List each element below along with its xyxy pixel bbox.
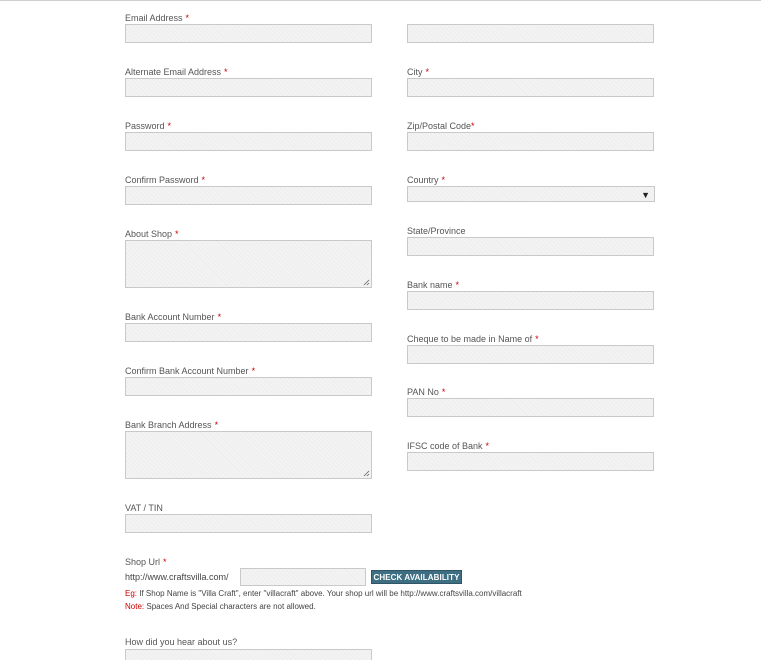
hear-about-label: How did you hear about us? [125,637,238,647]
pan-label: PAN No * [407,387,446,397]
dropdown-arrow-icon[interactable]: ▼ [641,190,650,200]
alternate-email-label: Alternate Email Address * [125,67,228,77]
zip-field[interactable] [407,132,654,151]
shop-url-input[interactable] [240,568,366,586]
vat-tin-field[interactable] [125,514,372,533]
bank-branch-label: Bank Branch Address * [125,420,219,430]
email-field[interactable] [125,24,372,43]
resize-grip-icon[interactable] [363,470,370,477]
about-shop-textarea[interactable] [125,240,372,288]
ifsc-label: IFSC code of Bank * [407,441,490,451]
email-label: Email Address * [125,13,190,23]
confirm-password-field[interactable] [125,186,372,205]
bank-branch-textarea[interactable] [125,431,372,479]
shop-url-note: Note: Spaces And Special characters are not allowed. [125,602,316,611]
cheque-name-field[interactable] [407,345,654,364]
city-label: City * [407,67,430,77]
password-label: Password * [125,121,172,131]
confirm-password-label: Confirm Password * [125,175,206,185]
alternate-email-field[interactable] [125,78,372,97]
state-label: State/Province [407,226,466,236]
about-shop-label: About Shop * [125,229,179,239]
country-select[interactable] [407,186,655,202]
hear-about-field[interactable] [125,649,372,660]
city-field[interactable] [407,78,654,97]
shop-url-example: Eg: If Shop Name is "Villa Craft", enter "villacraft" above. Your shop url will be http://www.craftsvilla.com/villacraft [125,589,522,598]
resize-grip-icon[interactable] [363,279,370,286]
state-field[interactable] [407,237,654,256]
check-availability-button[interactable]: CHECK AVAILABILITY [371,570,462,584]
bank-name-field[interactable] [407,291,654,310]
shop-url-prefix: http://www.craftsvilla.com/ [125,572,229,582]
bank-name-label: Bank name * [407,280,460,290]
confirm-bank-account-field[interactable] [125,377,372,396]
pan-field[interactable] [407,398,654,417]
address-field[interactable] [407,24,654,43]
vat-tin-label: VAT / TIN [125,503,163,513]
confirm-bank-account-label: Confirm Bank Account Number * [125,366,256,376]
ifsc-field[interactable] [407,452,654,471]
top-divider [0,0,761,1]
cheque-name-label: Cheque to be made in Name of * [407,334,539,344]
bank-account-field[interactable] [125,323,372,342]
country-label: Country * [407,175,446,185]
password-field[interactable] [125,132,372,151]
bank-account-label: Bank Account Number * [125,312,222,322]
shop-url-label: Shop Url * [125,557,167,567]
zip-label: Zip/Postal Code* [407,121,475,131]
